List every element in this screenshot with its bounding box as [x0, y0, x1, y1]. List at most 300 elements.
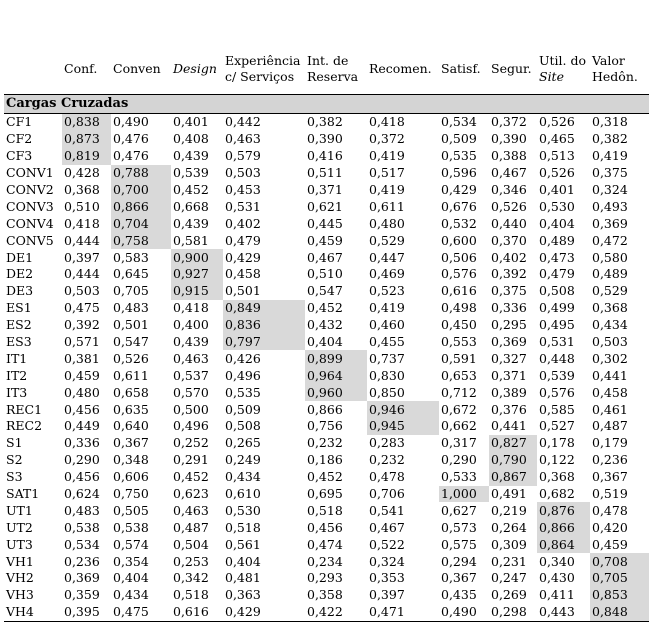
table-cell: 0,616 [171, 604, 223, 621]
table-cell: 0,376 [491, 401, 527, 417]
table-cell: 0,508 [539, 283, 575, 299]
table-row [4, 536, 649, 553]
row-label: VH4 [4, 604, 62, 621]
table-cell: 0,509 [225, 401, 261, 417]
table-cell: 0,600 [441, 232, 477, 248]
column-header-row [4, 44, 649, 95]
table-cell: 0,397 [369, 587, 405, 603]
table-row [4, 148, 649, 165]
table-cell: 0,401 [539, 182, 575, 197]
table-cell: 0,439 [173, 148, 209, 164]
row-label: IT3 [6, 384, 28, 400]
table-cell: 0,788 [111, 165, 171, 182]
table-cell: 0,530 [225, 502, 261, 518]
row-label: IT2 [6, 367, 28, 383]
table-cell: 0,596 [441, 165, 477, 181]
table-cell: 0,419 [369, 182, 405, 197]
row-label: CONV4 [6, 215, 54, 231]
table-cell: 0,503 [64, 283, 100, 299]
table-cell: 0,291 [173, 452, 209, 468]
table-cell: 0,404 [225, 553, 261, 569]
table-row [4, 418, 649, 435]
table-cell: 0,456 [307, 519, 343, 535]
table-cell: 0,402 [491, 249, 527, 265]
table-cell: 0,737 [369, 350, 405, 366]
table-cell: 0,367 [113, 435, 149, 451]
table-cell: 0,623 [173, 486, 209, 502]
table-cell: 0,481 [225, 570, 261, 586]
table-cell: 0,395 [62, 604, 111, 621]
table-cell: 0,927 [171, 266, 223, 283]
table-cell: 0,428 [64, 165, 100, 181]
row-label: DE2 [6, 266, 34, 282]
table-row [4, 266, 649, 283]
table-cell: 0,430 [539, 570, 575, 586]
row-label: S2 [6, 452, 23, 468]
table-cell: 0,236 [64, 553, 100, 569]
table-cell: 0,511 [307, 165, 343, 181]
table-cell: 0,459 [64, 367, 100, 383]
table-cell: 0,346 [491, 182, 527, 197]
table-cell: 0,367 [441, 570, 477, 586]
table-cell: 0,475 [111, 604, 171, 621]
table-title: Cargas Cruzadas [4, 95, 649, 114]
row-label: REC1 [6, 401, 43, 417]
table-cell: 0,440 [491, 215, 527, 231]
table-cell: 0,432 [307, 317, 343, 333]
row-label: CF3 [6, 148, 33, 164]
table-cell: 0,411 [539, 587, 575, 603]
table-cell: 0,611 [113, 367, 149, 383]
table-cell: 0,452 [307, 469, 343, 485]
table-cell: 0,265 [225, 435, 261, 451]
table-cell: 0,456 [64, 469, 100, 485]
table-cell: 0,836 [223, 317, 305, 334]
table-cell: 0,712 [441, 384, 477, 400]
table-cell: 0,700 [111, 182, 171, 199]
table-cell: 0,434 [592, 317, 628, 333]
table-cell: 0,369 [592, 215, 628, 231]
table-cell: 0,541 [369, 502, 405, 518]
table-cell: 0,899 [305, 350, 367, 367]
table-cell: 0,354 [113, 553, 149, 569]
table-cell: 0,253 [173, 553, 209, 569]
row-label: DE1 [6, 249, 34, 265]
table-cell: 0,472 [592, 232, 628, 248]
table-row [4, 553, 649, 570]
table-cell: 0,471 [367, 604, 439, 621]
table-cell: 0,178 [539, 435, 575, 451]
table-cell: 0,444 [64, 266, 100, 282]
table-cell: 0,460 [369, 317, 405, 333]
table-cell: 0,547 [113, 334, 149, 350]
table-cell: 0,495 [539, 317, 575, 333]
table-cell: 0,449 [64, 418, 100, 434]
table-row [4, 300, 649, 317]
table-cell: 0,645 [113, 266, 149, 282]
table-cell: 0,496 [225, 367, 261, 383]
table-cell: 0,849 [223, 300, 305, 317]
table-cell: 0,501 [113, 317, 149, 333]
table-cell: 0,476 [113, 131, 149, 147]
row-label: ES3 [6, 334, 32, 350]
table-cell: 0,581 [173, 232, 209, 248]
table-cell: 0,381 [64, 350, 100, 366]
table-cell: 0,704 [111, 215, 171, 232]
column-header [4, 44, 62, 95]
table-cell: 0,465 [539, 131, 575, 147]
table-cell: 0,964 [305, 367, 367, 384]
table-cell: 0,348 [113, 452, 149, 468]
table-cell: 0,658 [113, 384, 149, 400]
table-cell: 0,474 [307, 536, 343, 552]
table-row [4, 452, 649, 469]
table-cell: 0,434 [225, 469, 261, 485]
table-cell: 1,000 [439, 486, 489, 503]
table-cell: 0,368 [539, 469, 575, 485]
table-cell: 0,866 [307, 401, 343, 417]
table-cell: 0,576 [539, 384, 575, 400]
table-cell: 0,653 [441, 367, 477, 383]
table-cell: 0,476 [113, 148, 149, 164]
table-cell: 0,489 [592, 266, 628, 282]
table-row [4, 198, 649, 215]
table-cell: 0,368 [64, 182, 100, 197]
table-row [4, 114, 649, 131]
table-cell: 0,252 [173, 435, 209, 451]
table-cell: 0,442 [225, 114, 261, 130]
cross-loadings-table [4, 44, 649, 622]
table-cell: 0,530 [539, 198, 575, 214]
table-cell: 0,510 [307, 266, 343, 282]
table-cell: 0,491 [491, 486, 527, 502]
table-cell: 0,443 [537, 604, 590, 621]
table-cell: 0,522 [369, 536, 405, 552]
table-cell: 0,452 [307, 300, 343, 316]
row-label: REC2 [6, 418, 43, 434]
table-cell: 0,547 [307, 283, 343, 299]
table-cell: 0,635 [113, 401, 149, 417]
table-cell: 0,467 [307, 249, 343, 265]
table-row [4, 367, 649, 384]
table-row [4, 604, 649, 621]
table-cell: 0,317 [441, 435, 477, 451]
table-cell: 0,624 [64, 486, 100, 502]
table-cell: 0,478 [369, 469, 405, 485]
table-body [4, 114, 649, 622]
table-cell: 0,519 [592, 486, 628, 502]
table-cell: 0,458 [225, 266, 261, 282]
table-cell: 0,867 [489, 469, 537, 486]
table-cell: 0,529 [369, 232, 405, 248]
table-cell: 0,819 [62, 148, 111, 165]
row-label: UT2 [6, 519, 33, 535]
table-cell: 0,579 [225, 148, 261, 164]
table-cell: 0,848 [590, 604, 649, 621]
table-cell: 0,534 [64, 536, 100, 552]
table-cell: 0,371 [491, 367, 527, 383]
row-label: SAT1 [6, 486, 40, 502]
table-cell: 0,359 [64, 587, 100, 603]
table-cell: 0,122 [539, 452, 575, 468]
table-cell: 0,418 [64, 215, 100, 231]
table-cell: 0,441 [592, 367, 628, 383]
table-cell: 0,401 [173, 114, 209, 130]
table-cell: 0,452 [173, 469, 209, 485]
table-cell: 0,571 [64, 334, 100, 350]
column-header: Segur. [489, 44, 537, 95]
row-label: CF1 [6, 114, 33, 130]
table-cell: 0,388 [491, 148, 527, 164]
table-cell: 0,483 [64, 502, 100, 518]
table-cell: 0,458 [592, 384, 628, 400]
table-cell: 0,529 [592, 283, 628, 299]
table-cell: 0,500 [173, 401, 209, 417]
table-cell: 0,327 [491, 350, 527, 366]
table-cell: 0,503 [225, 165, 261, 181]
table-cell: 0,501 [225, 283, 261, 299]
table-cell: 0,422 [305, 604, 367, 621]
table-cell: 0,900 [171, 249, 223, 266]
table-cell: 0,336 [64, 435, 100, 451]
table-cell: 0,483 [113, 300, 149, 316]
table-row [4, 401, 649, 418]
table-cell: 0,672 [441, 401, 477, 417]
table-cell: 0,363 [225, 587, 261, 603]
row-label: IT1 [6, 350, 28, 366]
table-cell: 0,676 [441, 198, 477, 214]
table-cell: 0,371 [307, 182, 343, 197]
table-cell: 0,382 [592, 131, 628, 147]
table-cell: 0,473 [539, 249, 575, 265]
row-label: CONV1 [6, 165, 54, 181]
table-cell: 0,447 [369, 249, 405, 265]
table-cell: 0,580 [592, 249, 628, 265]
table-cell: 0,441 [491, 418, 527, 434]
row-label: S1 [6, 435, 23, 451]
table-cell: 0,435 [441, 587, 477, 603]
table-cell: 0,419 [369, 300, 405, 316]
table-cell: 0,591 [441, 350, 477, 366]
table-cell: 0,392 [491, 266, 527, 282]
row-label: CONV5 [6, 232, 54, 248]
table-cell: 0,269 [491, 587, 527, 603]
table-title-row [4, 95, 649, 114]
table-cell: 0,298 [489, 604, 537, 621]
row-label: UT3 [6, 536, 33, 552]
row-label: S3 [6, 469, 23, 485]
column-header: Int. de Reserva [305, 44, 367, 95]
table-cell: 0,513 [539, 148, 575, 164]
table-cell: 0,444 [64, 232, 100, 248]
table-cell: 0,538 [64, 519, 100, 535]
table-cell: 0,408 [173, 131, 209, 147]
table-cell: 0,616 [441, 283, 477, 299]
table-cell: 0,368 [592, 300, 628, 316]
table-cell: 0,490 [113, 114, 149, 130]
table-cell: 0,231 [491, 553, 527, 569]
table-cell: 0,866 [111, 198, 171, 215]
table-cell: 0,353 [369, 570, 405, 586]
table-row [4, 232, 649, 249]
table-cell: 0,478 [592, 502, 628, 518]
column-header: Valor Hedôn. [590, 44, 649, 95]
table-cell: 0,531 [225, 198, 261, 214]
table-cell: 0,479 [539, 266, 575, 282]
table-cell: 0,434 [113, 587, 149, 603]
table-cell: 0,463 [173, 502, 209, 518]
row-label: ES1 [6, 300, 32, 316]
table-cell: 0,853 [590, 587, 649, 604]
table-cell: 0,290 [64, 452, 100, 468]
table-cell: 0,705 [590, 570, 649, 587]
table-cell: 0,606 [113, 469, 149, 485]
row-label: ES2 [6, 317, 32, 333]
table-cell: 0,695 [307, 486, 343, 502]
row-label: CF2 [6, 131, 33, 147]
table-cell: 0,456 [64, 401, 100, 417]
table-cell: 0,453 [225, 182, 261, 197]
table-cell: 0,392 [64, 317, 100, 333]
table-row [4, 570, 649, 587]
table-cell: 0,561 [225, 536, 261, 552]
table-cell: 0,946 [367, 401, 439, 418]
table-row [4, 182, 649, 199]
table-cell: 0,526 [113, 350, 149, 366]
table-cell: 0,621 [307, 198, 343, 214]
table-cell: 0,526 [539, 165, 575, 181]
column-header: Recomen. [367, 44, 439, 95]
table-cell: 0,480 [369, 215, 405, 231]
row-label: VH3 [6, 587, 34, 603]
table-cell: 0,375 [592, 165, 628, 181]
table-cell: 0,706 [369, 486, 405, 502]
column-header: Design [171, 44, 223, 95]
table-cell: 0,535 [441, 148, 477, 164]
table-cell: 0,249 [225, 452, 261, 468]
table-cell: 0,750 [113, 486, 149, 502]
table-cell: 0,342 [173, 570, 209, 586]
table-cell: 0,830 [369, 367, 405, 383]
table-cell: 0,450 [441, 317, 477, 333]
table-cell: 0,682 [539, 486, 575, 502]
table-cell: 0,838 [62, 114, 111, 131]
table-cell: 0,318 [592, 114, 628, 130]
table-cell: 0,416 [307, 148, 343, 164]
table-cell: 0,537 [173, 367, 209, 383]
table-cell: 0,186 [307, 452, 343, 468]
table-cell: 0,369 [491, 334, 527, 350]
table-cell: 0,506 [441, 249, 477, 265]
table-cell: 0,309 [491, 536, 527, 552]
row-label: CONV3 [6, 198, 54, 214]
table-cell: 0,232 [369, 452, 405, 468]
table-cell: 0,452 [173, 182, 209, 197]
table-cell: 0,463 [173, 350, 209, 366]
table-cell: 0,324 [592, 182, 628, 197]
table-cell: 0,705 [113, 283, 149, 299]
table-cell: 0,420 [592, 519, 628, 535]
table-cell: 0,404 [113, 570, 149, 586]
row-label: CONV2 [6, 182, 54, 197]
table-cell: 0,527 [539, 418, 575, 434]
table-cell: 0,404 [539, 215, 575, 231]
row-label: DE3 [6, 283, 34, 299]
table-cell: 0,531 [539, 334, 575, 350]
table-cell: 0,232 [307, 435, 343, 451]
table-cell: 0,469 [369, 266, 405, 282]
table-cell: 0,574 [113, 536, 149, 552]
table-row [4, 384, 649, 401]
table-cell: 0,533 [441, 469, 477, 485]
table-cell: 0,526 [491, 198, 527, 214]
table-cell: 0,498 [441, 300, 477, 316]
table-cell: 0,866 [537, 519, 590, 536]
table-cell: 0,915 [171, 283, 223, 300]
table-cell: 0,247 [491, 570, 527, 586]
table-cell: 0,827 [489, 435, 537, 452]
table-row [4, 215, 649, 232]
table-cell: 0,397 [64, 249, 100, 265]
table-row [4, 469, 649, 486]
table-cell: 0,708 [590, 553, 649, 570]
table-cell: 0,404 [307, 334, 343, 350]
table-cell: 0,505 [113, 502, 149, 518]
table-cell: 0,756 [307, 418, 343, 434]
table-cell: 0,864 [537, 536, 590, 553]
table-row [4, 249, 649, 266]
table-cell: 0,461 [592, 401, 628, 417]
table-cell: 0,448 [539, 350, 575, 366]
table-cell: 0,496 [173, 418, 209, 434]
table-cell: 0,945 [367, 418, 439, 435]
table-cell: 0,429 [223, 604, 305, 621]
table-cell: 0,668 [173, 198, 209, 214]
table-cell: 0,429 [225, 249, 261, 265]
table-cell: 0,340 [539, 553, 575, 569]
table-cell: 0,876 [537, 502, 590, 519]
table-cell: 0,445 [307, 215, 343, 231]
table-cell: 0,402 [225, 215, 261, 231]
table-cell: 0,570 [173, 384, 209, 400]
row-label: VH2 [6, 570, 34, 586]
table-row [4, 587, 649, 604]
table-row [4, 283, 649, 300]
column-header: Util. do Site [537, 44, 590, 95]
table-cell: 0,508 [225, 418, 261, 434]
table-cell: 0,504 [173, 536, 209, 552]
table-cell: 0,375 [491, 283, 527, 299]
column-header: Satisf. [439, 44, 489, 95]
table-cell: 0,324 [369, 553, 405, 569]
table-cell: 0,509 [441, 131, 477, 147]
table-cell: 0,336 [491, 300, 527, 316]
table-cell: 0,236 [592, 452, 628, 468]
table-cell: 0,219 [491, 502, 527, 518]
table-cell: 0,583 [113, 249, 149, 265]
table-cell: 0,390 [307, 131, 343, 147]
table-cell: 0,553 [441, 334, 477, 350]
table-cell: 0,426 [225, 350, 261, 366]
table-cell: 0,294 [441, 553, 477, 569]
table-cell: 0,611 [369, 198, 405, 214]
table-cell: 0,534 [441, 114, 477, 130]
table-row [4, 165, 649, 182]
table-row [4, 350, 649, 367]
table-cell: 0,610 [225, 486, 261, 502]
table-cell: 0,295 [491, 317, 527, 333]
table-cell: 0,480 [64, 384, 100, 400]
